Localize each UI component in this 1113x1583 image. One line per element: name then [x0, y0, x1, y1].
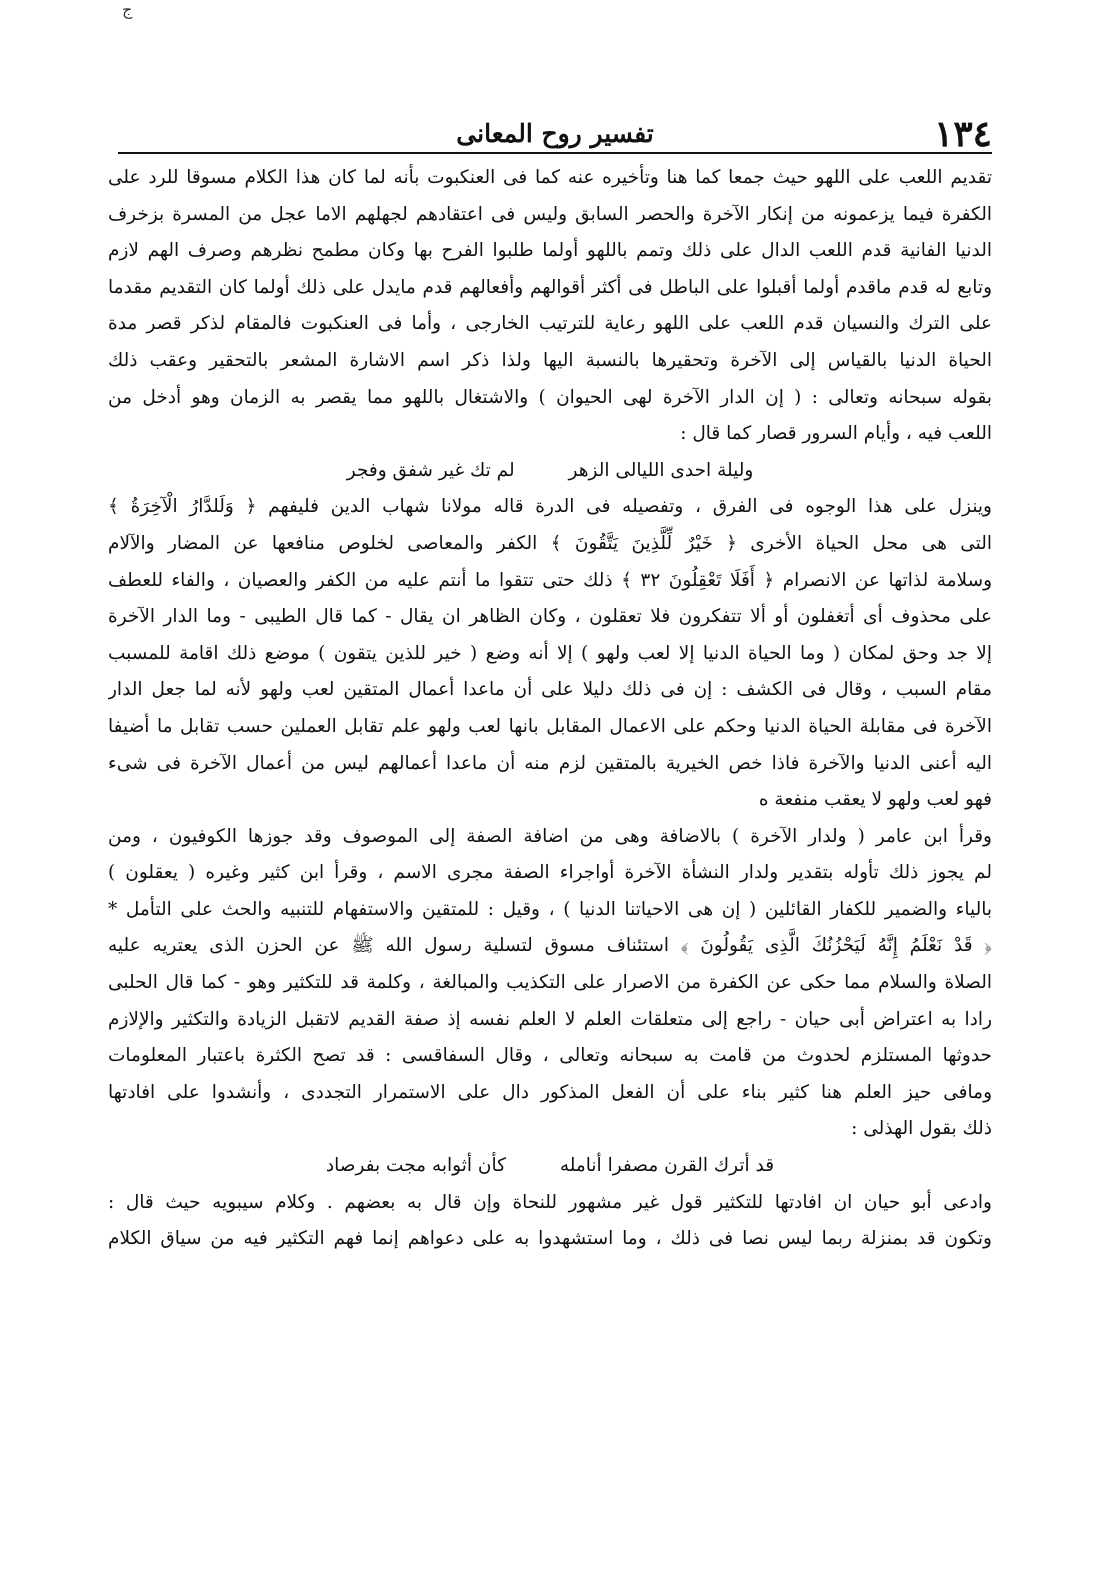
- text-line: ذلك بقول الهذلى :: [851, 1118, 992, 1140]
- text-line: الآخرة فى مقابلة الحياة الدنيا وحكم على الاعمال المقابل بانها لعب ولهو علم تقابل العملين حسب تقابل ما أضيفا: [108, 715, 992, 737]
- page-header: [118, 112, 992, 156]
- top-mark: ج: [122, 0, 133, 19]
- verse-2: [108, 1148, 992, 1185]
- verse-second-hemistich: كأن أثوابه مجت بفرصاد: [325, 1155, 506, 1177]
- text-line: وينزل على هذا الوجوه فى الفرق ، وتفصيله فى الدرة قاله مولانا شهاب الدين فليفهم ﴿ وَلَلدَّارُ الْآخِرَةُ ﴾: [108, 496, 992, 518]
- paragraph-5: [108, 1185, 992, 1258]
- text-line: الكفرة فيما يزعمونه من إنكار الآخرة والحصر السابق وليس فى اعتقادهم لجهلهم الاما عجل من المسرة بزخرف: [108, 203, 992, 225]
- text-line: ومافى حيز العلم هنا كثير بناء على أن الفعل المذكور دال على الاستمرار التجددى ، وأنشدوا على افادتها: [108, 1081, 992, 1103]
- header-rule: [118, 152, 992, 154]
- verse-second-hemistich: لم تك غير شفق وفجر: [346, 459, 515, 481]
- text-line: لم يجوز ذلك تأوله بتقدير ولدار النشأة الآخرة أواجراء الصفة مجرى الاسم ، وقرأ ابن كثير وغيره ( يعقلون ): [108, 862, 992, 884]
- running-title: تفسير روح المعانى: [456, 119, 654, 148]
- text-line: على محذوف أى أتغفلون أو ألا تتفكرون فلا تعقلون ، وكان الظاهر ان يقال - كما قال الطيبى - وما الدار الآخرة: [108, 606, 992, 628]
- text-line: ﴿ قَدْ نَعْلَمُ إِنَّهُ لَيَحْزُنُكَ الَّذِى يَقُولُونَ ﴾ استئناف مسوق لتسلية رسول الله ﷺ عن الحزن الذى يعتريه عليه: [108, 935, 992, 957]
- page-number: ١٣٤: [933, 113, 992, 155]
- paragraph-3: [108, 819, 992, 929]
- paragraph-1: [108, 160, 992, 453]
- text-line: إلا جد وحق لمكان ( وما الحياة الدنيا إلا لعب ولهو ) إلا أنه وضع ( خير للذين يتقون ) موضع ذلك اقامة للمسبب: [108, 642, 992, 664]
- text-line: بقوله سبحانه وتعالى : ( إن الدار الآخرة لهى الحيوان ) والاشتغال باللهو مما يقصر به الزمان وهو أدخل من: [108, 386, 992, 408]
- text-line: اليه أعنى الدنيا والآخرة فاذا خص الخيرية بالمتقين لزم منه أن ماعدا أعمالهم ليس من أعمال الآخرة فى شىء: [108, 752, 992, 774]
- body-text: [108, 160, 992, 1258]
- text-line: فهو لعب ولهو لا يعقب منفعة ه: [758, 789, 992, 811]
- text-line: تقديم اللعب على اللهو حيث جمعا كما هنا وتأخيره عنه كما فى العنكبوت بأنه لما كان هذا الكلام مسوقا للرد على: [108, 167, 992, 188]
- verse-first-hemistich: قد أترك القرن مصفرا أنامله: [559, 1155, 775, 1177]
- text-line: مقام السبب ، وقال فى الكشف : إن فى ذلك دليلا على أن ماعدا أعمال المتقين لعب ولهو لأنه لما جعل الدار: [108, 679, 992, 701]
- text-line: رادا به اعتراض أبى حيان - راجع إلى متعلقات العلم لا العلم نفسه إذ صفة القديم لاتقبل الزيادة والتكثير والإلازم: [108, 1008, 992, 1030]
- text-line: الصلاة والسلام مما حكى عن الكفرة من الاصرار على التكذيب والمبالغة ، وكلمة قد للتكثير وهو - كما قال الحلبى: [108, 972, 992, 994]
- text-line: وادعى أبو حيان ان افادتها للتكثير قول غير مشهور للنحاة وإن قال به بعضهم . وكلام سيبويه حيث قال :: [108, 1191, 992, 1213]
- text-line: الحياة الدنيا بالقياس إلى الآخرة وتحقيرها بالنسبة اليها ولذا ذكر اسم الاشارة المشعر بالتحقير وعقب ذلك: [108, 349, 992, 371]
- paragraph-4: [108, 928, 992, 1148]
- text-line: الدنيا الفانية قدم اللعب الدال على ذلك وتمم باللهو أولما طلبوا الفرح بها وكان مطمح نظرهم وصرف الهم لازم: [108, 240, 992, 262]
- text-line: حدوثها المستلزم لحدوث من قامت به سبحانه وتعالى ، وقال السفاقسى : قد تصح الكثرة باعتبار المعلومات: [108, 1045, 992, 1067]
- text-line: وتابع له قدم ماقدم أولما أقبلوا على الباطل فى أكثر أقوالهم وأفعالهم قدم مايدل على ذلك أولما كان التقديم مقدما: [108, 276, 992, 298]
- paragraph-2: [108, 489, 992, 818]
- text-line: وقرأ ابن عامر ( ولدار الآخرة ) بالاضافة وهى من اضافة الصفة إلى الموصوف وقد جوزها الكوفيون ، ومن: [108, 825, 992, 847]
- text-line: التى هى محل الحياة الأخرى ﴿ خَيْرٌ لِّلَّذِينَ يَتَّقُونَ ﴾ الكفر والمعاصى لخلوص منافعها عن المضار والآلام: [108, 532, 992, 554]
- text-line: اللعب فيه ، وأيام السرور قصار كما قال :: [680, 423, 992, 445]
- text-line: وتكون قد بمنزلة ربما ليس نصا فى ذلك ، وما استشهدوا به على دعواهم إنما فهم التكثير فيه من سياق الكلام: [108, 1228, 992, 1250]
- text-line: بالياء والضمير للكفار القائلين ( إن هى الاحياتنا الدنيا ) ، وقيل : للمتقين والاستفهام للتنبيه والحث على التأمل *: [108, 898, 992, 920]
- verse-1: [108, 453, 992, 490]
- text-line: وسلامة لذاتها عن الانصرام ﴿ أَفَلَا تَعْقِلُونَ ٣٢ ﴾ ذلك حتى تتقوا ما أنتم عليه من الكفر والعصيان ، والفاء للعطف: [108, 569, 992, 591]
- verse-first-hemistich: وليلة احدى الليالى الزهر: [568, 459, 754, 481]
- text-line: على الترك والنسيان قدم اللعب على اللهو رعاية للترتيب الخارجى ، وأما فى العنكبوت فالمقام لذكر قصر مدة: [108, 313, 992, 335]
